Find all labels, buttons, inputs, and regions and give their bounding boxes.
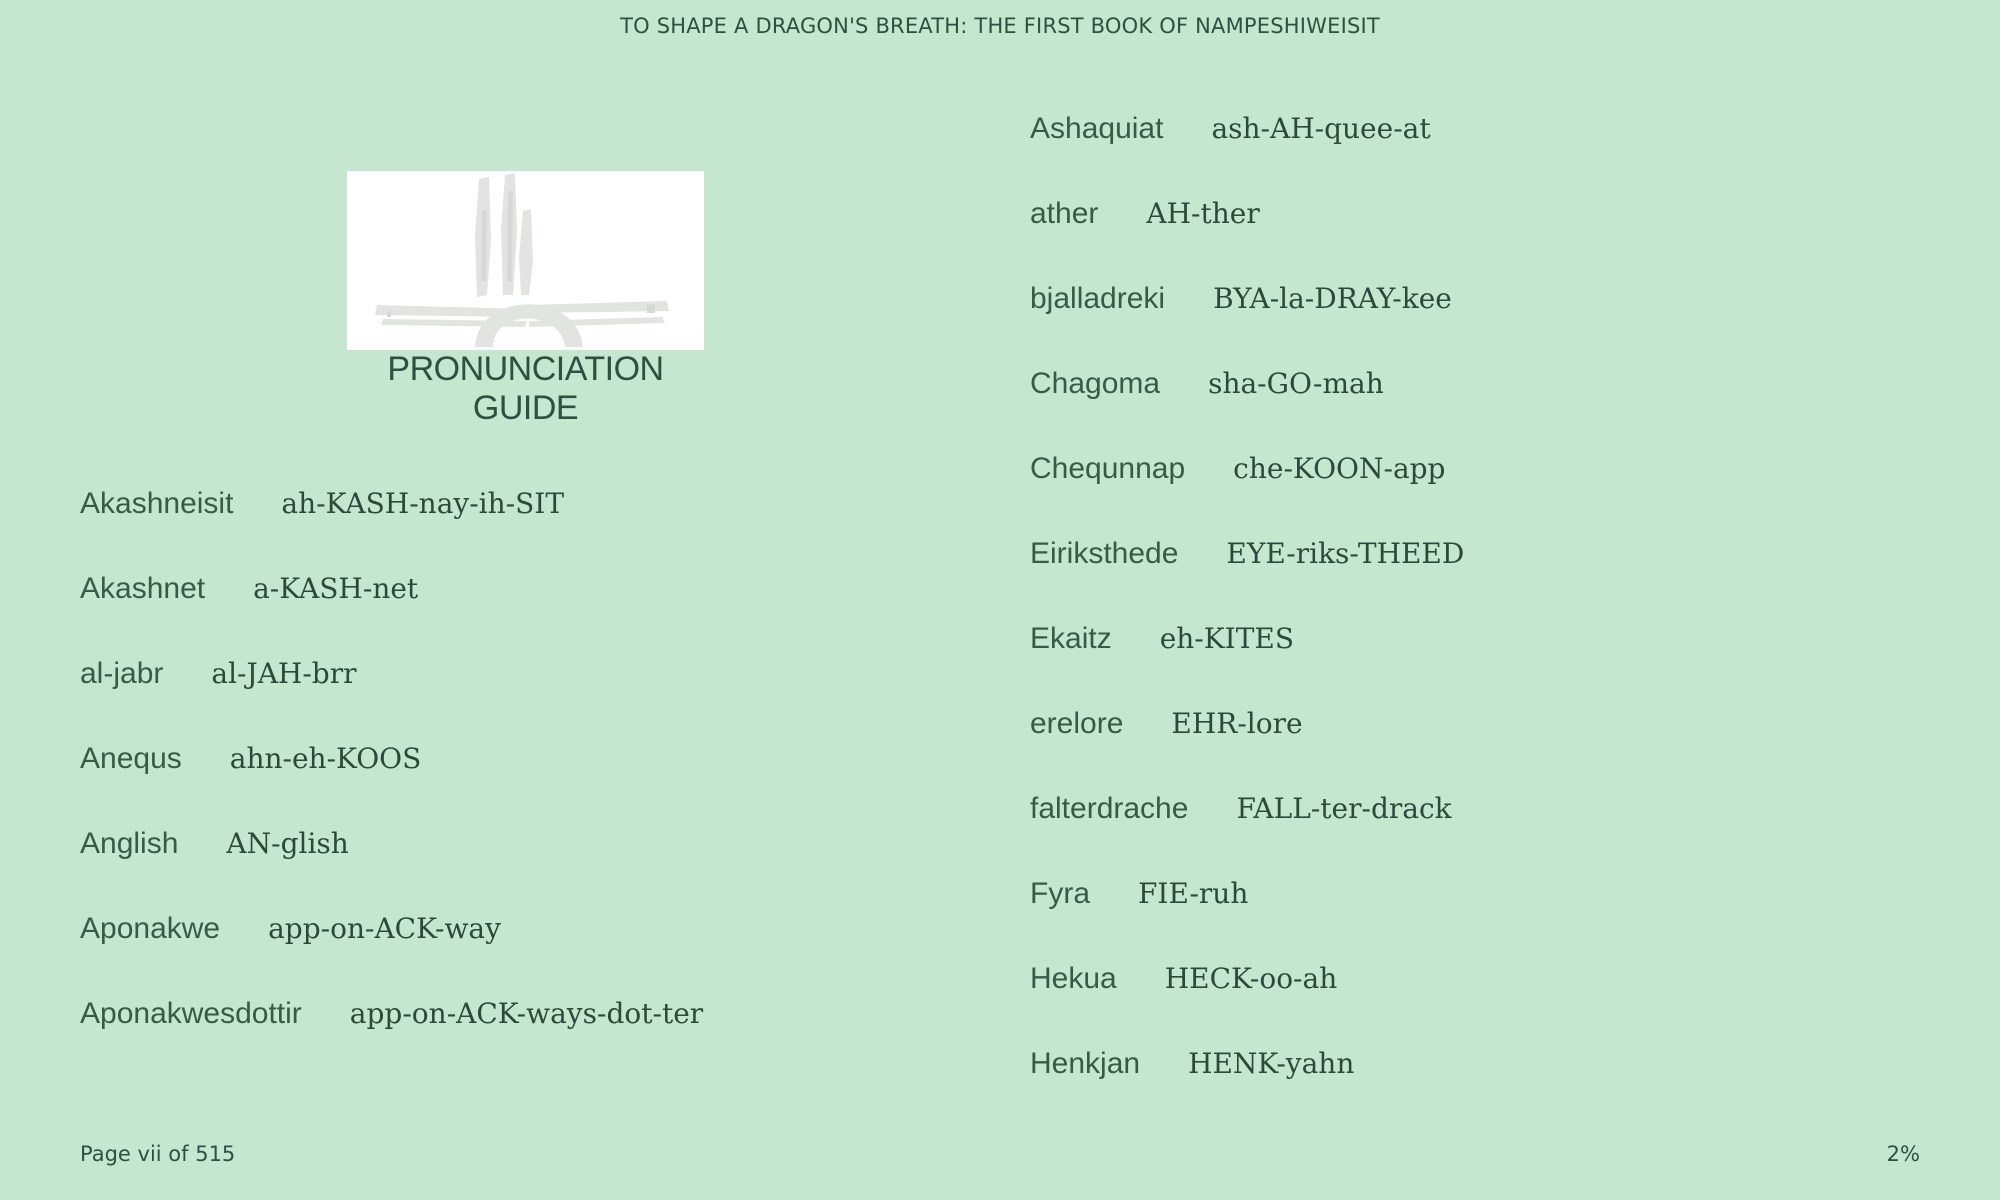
term: Chequnnap (1030, 452, 1186, 485)
list-item (80, 657, 703, 742)
pronunciation: app-on-ACK-way (268, 912, 501, 945)
list-item (1030, 792, 1464, 877)
list-item (1030, 877, 1464, 962)
pronunciation-list-left (80, 487, 703, 1082)
pronunciation: ahn-eh-KOOS (229, 742, 422, 775)
term: Chagoma (1030, 367, 1161, 400)
term: Ashaquiat (1030, 112, 1164, 145)
term: Akashnet (80, 572, 206, 605)
term: al-jabr (80, 657, 164, 690)
pronunciation: BYA-la-DRAY-kee (1213, 282, 1452, 315)
term: Ekaitz (1030, 622, 1112, 655)
reading-progress-percent: 2% (1886, 1142, 1920, 1166)
term: Akashneisit (80, 487, 234, 520)
pronunciation: ash-AH-quee-at (1211, 112, 1431, 145)
list-item (1030, 707, 1464, 792)
term: Henkjan (1030, 1047, 1141, 1080)
list-item (80, 997, 703, 1082)
list-item (80, 827, 703, 912)
running-header: TO SHAPE A DRAGON'S BREATH: THE FIRST BOOK OF NAMPESHIWEISIT (620, 14, 1380, 38)
term: bjalladreki (1030, 282, 1166, 315)
pronunciation-list-right (1030, 112, 1464, 1132)
list-item (80, 912, 703, 997)
pronunciation: al-JAH-brr (211, 657, 357, 690)
pronunciation: AH-ther (1146, 197, 1260, 230)
pronunciation: sha-GO-mah (1208, 367, 1384, 400)
section-title: PRONUNCIATION GUIDE (387, 350, 664, 427)
list-item (1030, 452, 1464, 537)
term: Anequs (80, 742, 182, 775)
term: Anglish (80, 827, 179, 860)
term: Fyra (1030, 877, 1090, 910)
list-item (80, 742, 703, 827)
pronunciation: HECK-oo-ah (1164, 962, 1338, 995)
list-item (80, 572, 703, 657)
list-item (80, 487, 703, 572)
zia-sun-brush-emblem-icon (347, 171, 704, 350)
pronunciation: ah-KASH-nay-ih-SIT (281, 487, 565, 520)
pronunciation: app-on-ACK-ways-dot-ter (349, 997, 704, 1030)
pronunciation: eh-KITES (1159, 622, 1295, 655)
pronunciation: FIE-ruh (1138, 877, 1249, 910)
term: ather (1030, 197, 1099, 230)
term: Aponakwe (80, 912, 221, 945)
pronunciation: EHR-lore (1171, 707, 1303, 740)
pronunciation: HENK-yahn (1188, 1047, 1355, 1080)
list-item (1030, 962, 1464, 1047)
term: Hekua (1030, 962, 1117, 995)
pronunciation: FALL-ter-drack (1236, 792, 1452, 825)
list-item (1030, 197, 1464, 282)
term: erelore (1030, 707, 1124, 740)
pronunciation: a-KASH-net (253, 572, 419, 605)
term: falterdrache (1030, 792, 1189, 825)
list-item (1030, 112, 1464, 197)
pronunciation: EYE-riks-THEED (1226, 537, 1465, 570)
term: Eiriksthede (1030, 537, 1179, 570)
pronunciation: che-KOON-app (1233, 452, 1446, 485)
list-item (1030, 537, 1464, 622)
pronunciation: AN-glish (226, 827, 349, 860)
list-item (1030, 367, 1464, 452)
list-item (1030, 622, 1464, 707)
list-item (1030, 282, 1464, 367)
term: Aponakwesdottir (80, 997, 302, 1030)
list-item (1030, 1047, 1464, 1132)
page-location: Page vii of 515 (80, 1142, 236, 1166)
